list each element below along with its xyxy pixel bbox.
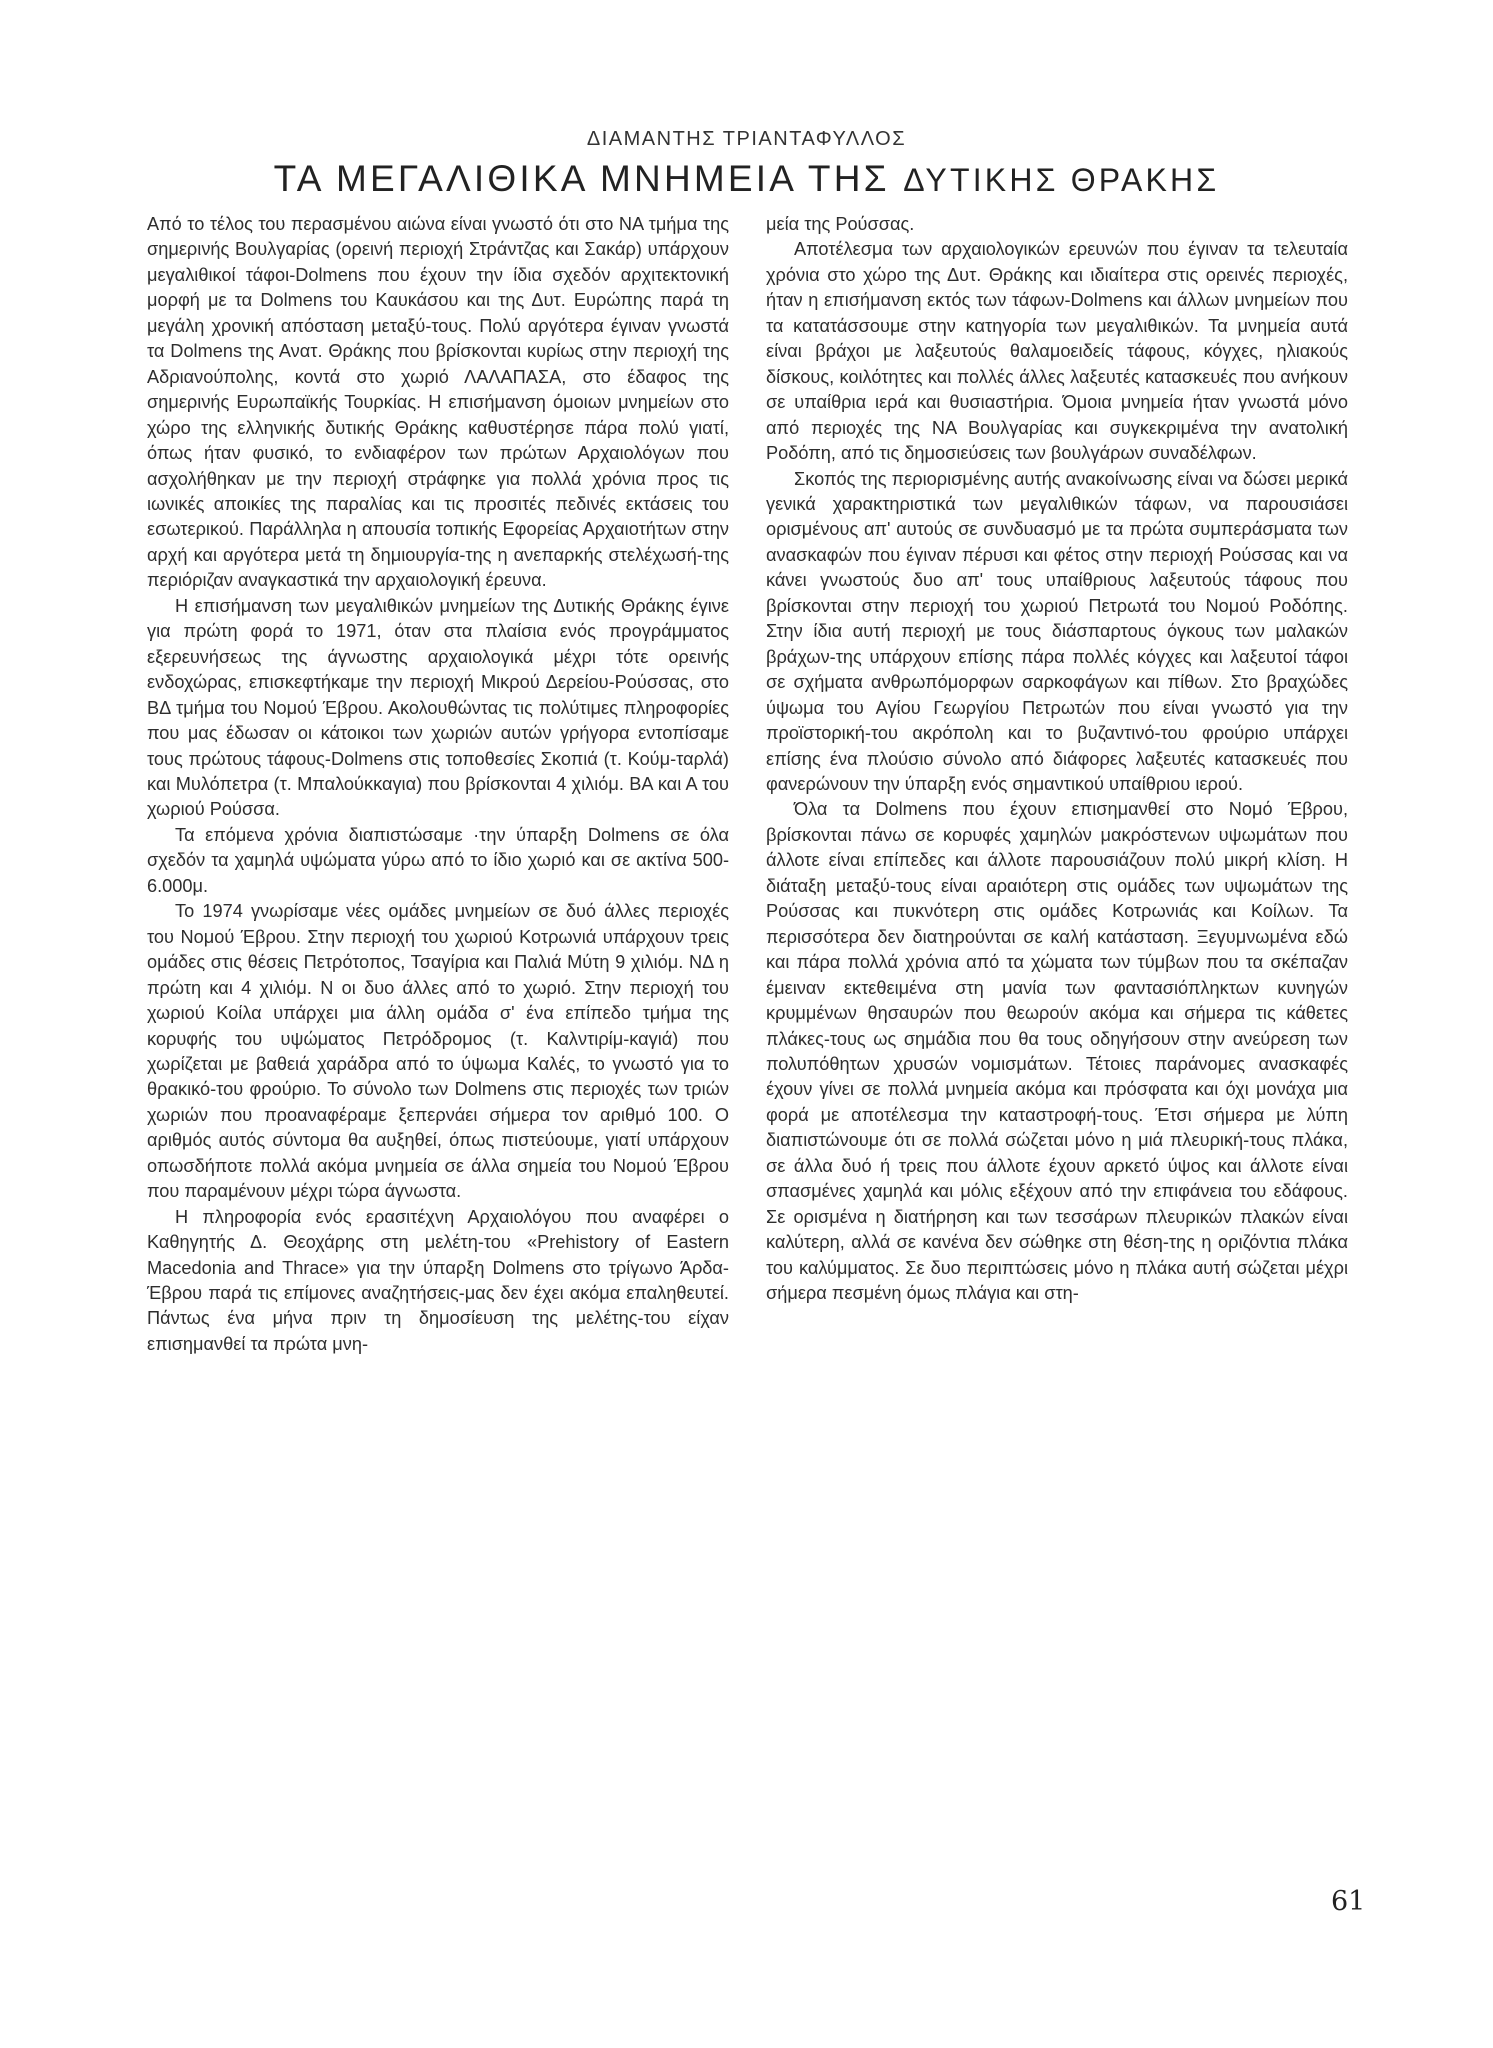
paragraph: Η επισήμανση των μεγαλιθικών μνημείων της Δυτικής Θράκης έγινε για πρώτη φορά το 1971, όταν στα πλαίσια ενός προγράμματος εξερευνήσεως της άγνωστης αρχαιολογικά μέχρι τότε ορεινής ενδοχώρας, επισκεφτήκαμε την περιοχή Μικρού Δερείου-Ρούσσας, στο ΒΔ τμήμα του Νομού Έβρου. Ακολουθώντας τις πολύτιμες πληροφορίες που μας έδωσαν οι κάτοικοι των χωριών αυτών γρήγορα εντοπίσαμε τους πρώτους τάφους-Dolmens στις τοποθεσίες Σκοπιά (τ. Κούμ-ταρλά) και Μυλόπετρα (τ. Μπαλούκκαγια) που βρίσκονται 4 χιλιόμ. ΒΑ και Α του χωριού Ρούσσα.: [147, 595, 729, 820]
right-column: [766, 212, 1348, 1306]
author-name: ΔΙΑΜΑΝΤΗΣ ΤΡΙΑΝΤΑΦΥΛΛΟΣ: [586, 128, 907, 150]
article-title: [0, 158, 1493, 200]
paragraph: Σκοπός της περιορισμένης αυτής ανακοίνωσης είναι να δώσει μερικά γενικά χαρακτηριστικά των μεγαλιθικών τάφων, να παρουσιάσει ορισμένους απ' αυτούς σε συνδυασμό με τα πρώτα συμπεράσματα των ανασκαφών που έγιναν πέρυσι και φέτος στην περιοχή Ρούσσας και να κάνει γνωστούς δυο απ' τους υπαίθριους λαξευτούς τάφους που βρίσκονται στην περιοχή του χωριού Πετρωτά του Νομού Ροδόπης. Στην ίδια αυτή περιοχή με τους διάσπαρτους όγκους των μαλακών βράχων-της υπάρχουν επίσης πάρα πολλές κόγχες και λαξευτοί τάφοι σε σχήματα ανθρωπόμορφων σαρκοφάγων και πίθων. Στο βραχώδες ύψωμα του Αγίου Γεωργίου Πετρωτών που είναι γνωστό για την προϊστορική-του ακρόπολη και το βυζαντινό-του φρούριο υπάρχει επίσης ένα πλούσιο σύνολο από διάφορες λαξευτές κατασκευές που φανερώνουν την ύπαρξη ενός σημαντικού υπαίθριου ιερού.: [766, 468, 1348, 794]
page-number: 61: [1331, 1886, 1366, 1917]
paragraph: μεία της Ρούσσας.: [766, 214, 915, 234]
paragraph: Το 1974 γνωρίσαμε νέες ομάδες μνημείων σε δυό άλλες περιοχές του Νομού Έβρου. Στην περιοχή του χωριού Κοτρωνιά υπάρχουν τρεις ομάδες στις θέσεις Πετρότοπος, Τσαγίρια και Παλιά Μύτη 9 χιλιόμ. ΝΔ η πρώτη και 4 χιλιόμ. Ν οι δυο άλλες από το χωριό. Στην περιοχή του χωριού Κοίλα υπάρχει μια άλλη ομάδα σ' ένα επίπεδο τμήμα της κορυφής του υψώματος Πετρόδρομος (τ. Καλντιρίμ-καγιά) που χωρίζεται με βαθειά χαράδρα από το ύψωμα Καλές, το γνωστό για το θρακικό-του φρούριο. Το σύνολο των Dolmens στις περιοχές των τριών χωριών που προαναφέραμε ξεπερνάει σήμερα τον αριθμό 100. Ο αριθμός αυτός σύντομα θα αυξηθεί, όπως πιστεύουμε, γιατί υπάρχουν οπωσδήποτε πολλά ακόμα μνημεία σε άλλα σημεία του Νομού Έβρου που παραμένουν μέχρι τώρα άγνωστα.: [147, 901, 729, 1202]
article-title-tail: ΔΥΤΙΚΗΣ ΘΡΑΚΗΣ: [903, 162, 1220, 198]
article-title-main: ΤΑ ΜΕΓΑΛΙΘΙΚΑ ΜΝΗΜΕΙΑ ΤΗΣ: [273, 158, 890, 199]
paragraph: Τα επόμενα χρόνια διαπιστώσαμε ·την ύπαρξη Dolmens σε όλα σχεδόν τα χαμηλά υψώματα γύρω από το ίδιο χωριό και σε ακτίνα 500-6.000μ.: [147, 824, 729, 896]
paragraph: Όλα τα Dolmens που έχουν επισημανθεί στο Νομό Έβρου, βρίσκονται πάνω σε κορυφές χαμηλών μακρόστενων υψωμάτων που άλλοτε είναι επίπεδες και άλλοτε παρουσιάζουν πολύ μικρή κλίση. Η διάταξη μεταξύ-τους είναι αραιότερη στις ομάδες των υψωμάτων της Ρούσσας και πυκνότερη στις ομάδες Κοτρωνιάς και Κοίλων. Τα περισσότερα δεν διατηρούνται σε καλή κατάσταση. Ξεγυμνωμένα εδώ και πάρα πολλά χρόνια από τα χώματα των τύμβων που τα σκέπαζαν έμειναν εκτεθειμένα στη μανία των φαντασιόπληκτων κυνηγών κρυμμένων θησαυρών που θεωρούν ακόμα και σήμερα τις κάθετες πλάκες-τους ως σημάδια που θα τους οδηγήσουν στην ανεύρεση των πολυπόθητων χρυσών νομισμάτων. Τέτοιες παράνομες ανασκαφές έχουν γίνει σε πολλά μνημεία ακόμα και πρόσφατα και όχι μονάχα μια φορά με αποτέλεσμα την καταστροφή-τους. Έτσι σήμερα με λύπη διαπιστώνουμε ότι σε πολλά σώζεται μόνο η μιά πλευρική-τους πλάκα, σε άλλα δυό ή τρεις που άλλοτε έχουν αρκετό ύψος και άλλοτε είναι σπασμένες χαμηλά και μόλις εξέχουν από την επιφάνεια του εδάφους. Σε ορισμένα η διατήρηση και των τεσσάρων πλευρικών πλακών είναι καλύτερη, αλλά σε κανένα δεν σώθηκε στη θέση-της η οριζόντια πλάκα του καλύμματος. Σε δυο περιπτώσεις μόνο η πλάκα αυτή σώζεται μέχρι σήμερα πεσμένη όμως πλάγια και στη-: [766, 799, 1348, 1304]
paragraph: Αποτέλεσμα των αρχαιολογικών ερευνών που έγιναν τα τελευταία χρόνια στο χώρο της Δυτ. Θράκης και ιδιαίτερα στις ορεινές περιοχές, ήταν η επισήμανση εκτός των τάφων-Dolmens και άλλων μνημείων που τα κατατάσσουμε στην κατηγορία των μεγαλιθικών. Τα μνημεία αυτά είναι βράχοι με λαξευτούς θαλαμοειδείς τάφους, κόγχες, ηλιακούς δίσκους, κοιλότητες και πολλές άλλες λαξευτές κατασκευές που ανήκουν σε υπαίθρια ιερά και θυσιαστήρια. Όμοια μνημεία ήταν γνωστά μόνο από περιοχές της ΝΑ Βουλγαρίας και συγκεκριμένα την ανατολική Ροδόπη, από τις δημοσιεύσεις των βουλγάρων συναδέλφων.: [766, 239, 1348, 464]
paragraph: Από το τέλος του περασμένου αιώνα είναι γνωστό ότι στο ΝΑ τμήμα της σημερινής Βουλγαρίας (ορεινή περιοχή Στράντζας και Σακάρ) υπάρχουν μεγαλιθικοί τάφοι-Dolmens που έχουν την ίδια σχεδόν αρχιτεκτονική μορφή με τα Dolmens του Καυκάσου και της Δυτ. Ευρώπης παρά τη μεγάλη χρονική απόσταση μεταξύ-τους. Πολύ αργότερα έγιναν γνωστά τα Dolmens της Ανατ. Θράκης που βρίσκονται κυρίως στην περιοχή της Αδριανούπολης, κοντά στο χωριό ΛΑΛΑΠΑΣΑ, στο έδαφος της σημερινής Ευρωπαϊκής Τουρκίας. Η επισήμανση όμοιων μνημείων στο χώρο της ελληνικής δυτικής Θράκης καθυστέρησε πάρα πολύ γιατί, όπως ήταν φυσικό, το ενδιαφέρον των πρώτων Αρχαιολόγων που ασχολήθηκαν με την περιοχή στράφηκε για πολλά χρόνια προς τις ιωνικές αποικίες της παραλίας και τις προσιτές πεδινές εκτάσεις του εσωτερικού. Παράλληλα η απουσία τοπικής Εφορείας Αρχαιοτήτων στην αρχή και αργότερα μετά τη δημιουργία-της η ανεπαρκής στελέχωσή-της περιόριζαν αναγκαστικά την αρχαιολογική έρευνα.: [147, 214, 729, 591]
paragraph: Η πληροφορία ενός ερασιτέχνη Αρχαιολόγου που αναφέρει ο Καθηγητής Δ. Θεοχάρης στη μελέτη-του «Prehistory of Eastern Macedonia and Thrace» για την ύπαρξη Dolmens στο τρίγωνο Άρδα-Έβρου παρά τις επίμονες αναζητήσεις-μας δεν έχει ακόμα επαληθευτεί. Πάντως ένα μήνα πριν τη δημοσίευση της μελέτης-του είχαν επισημανθεί τα πρώτα μνη-: [147, 1206, 729, 1354]
left-column: [147, 212, 729, 1357]
